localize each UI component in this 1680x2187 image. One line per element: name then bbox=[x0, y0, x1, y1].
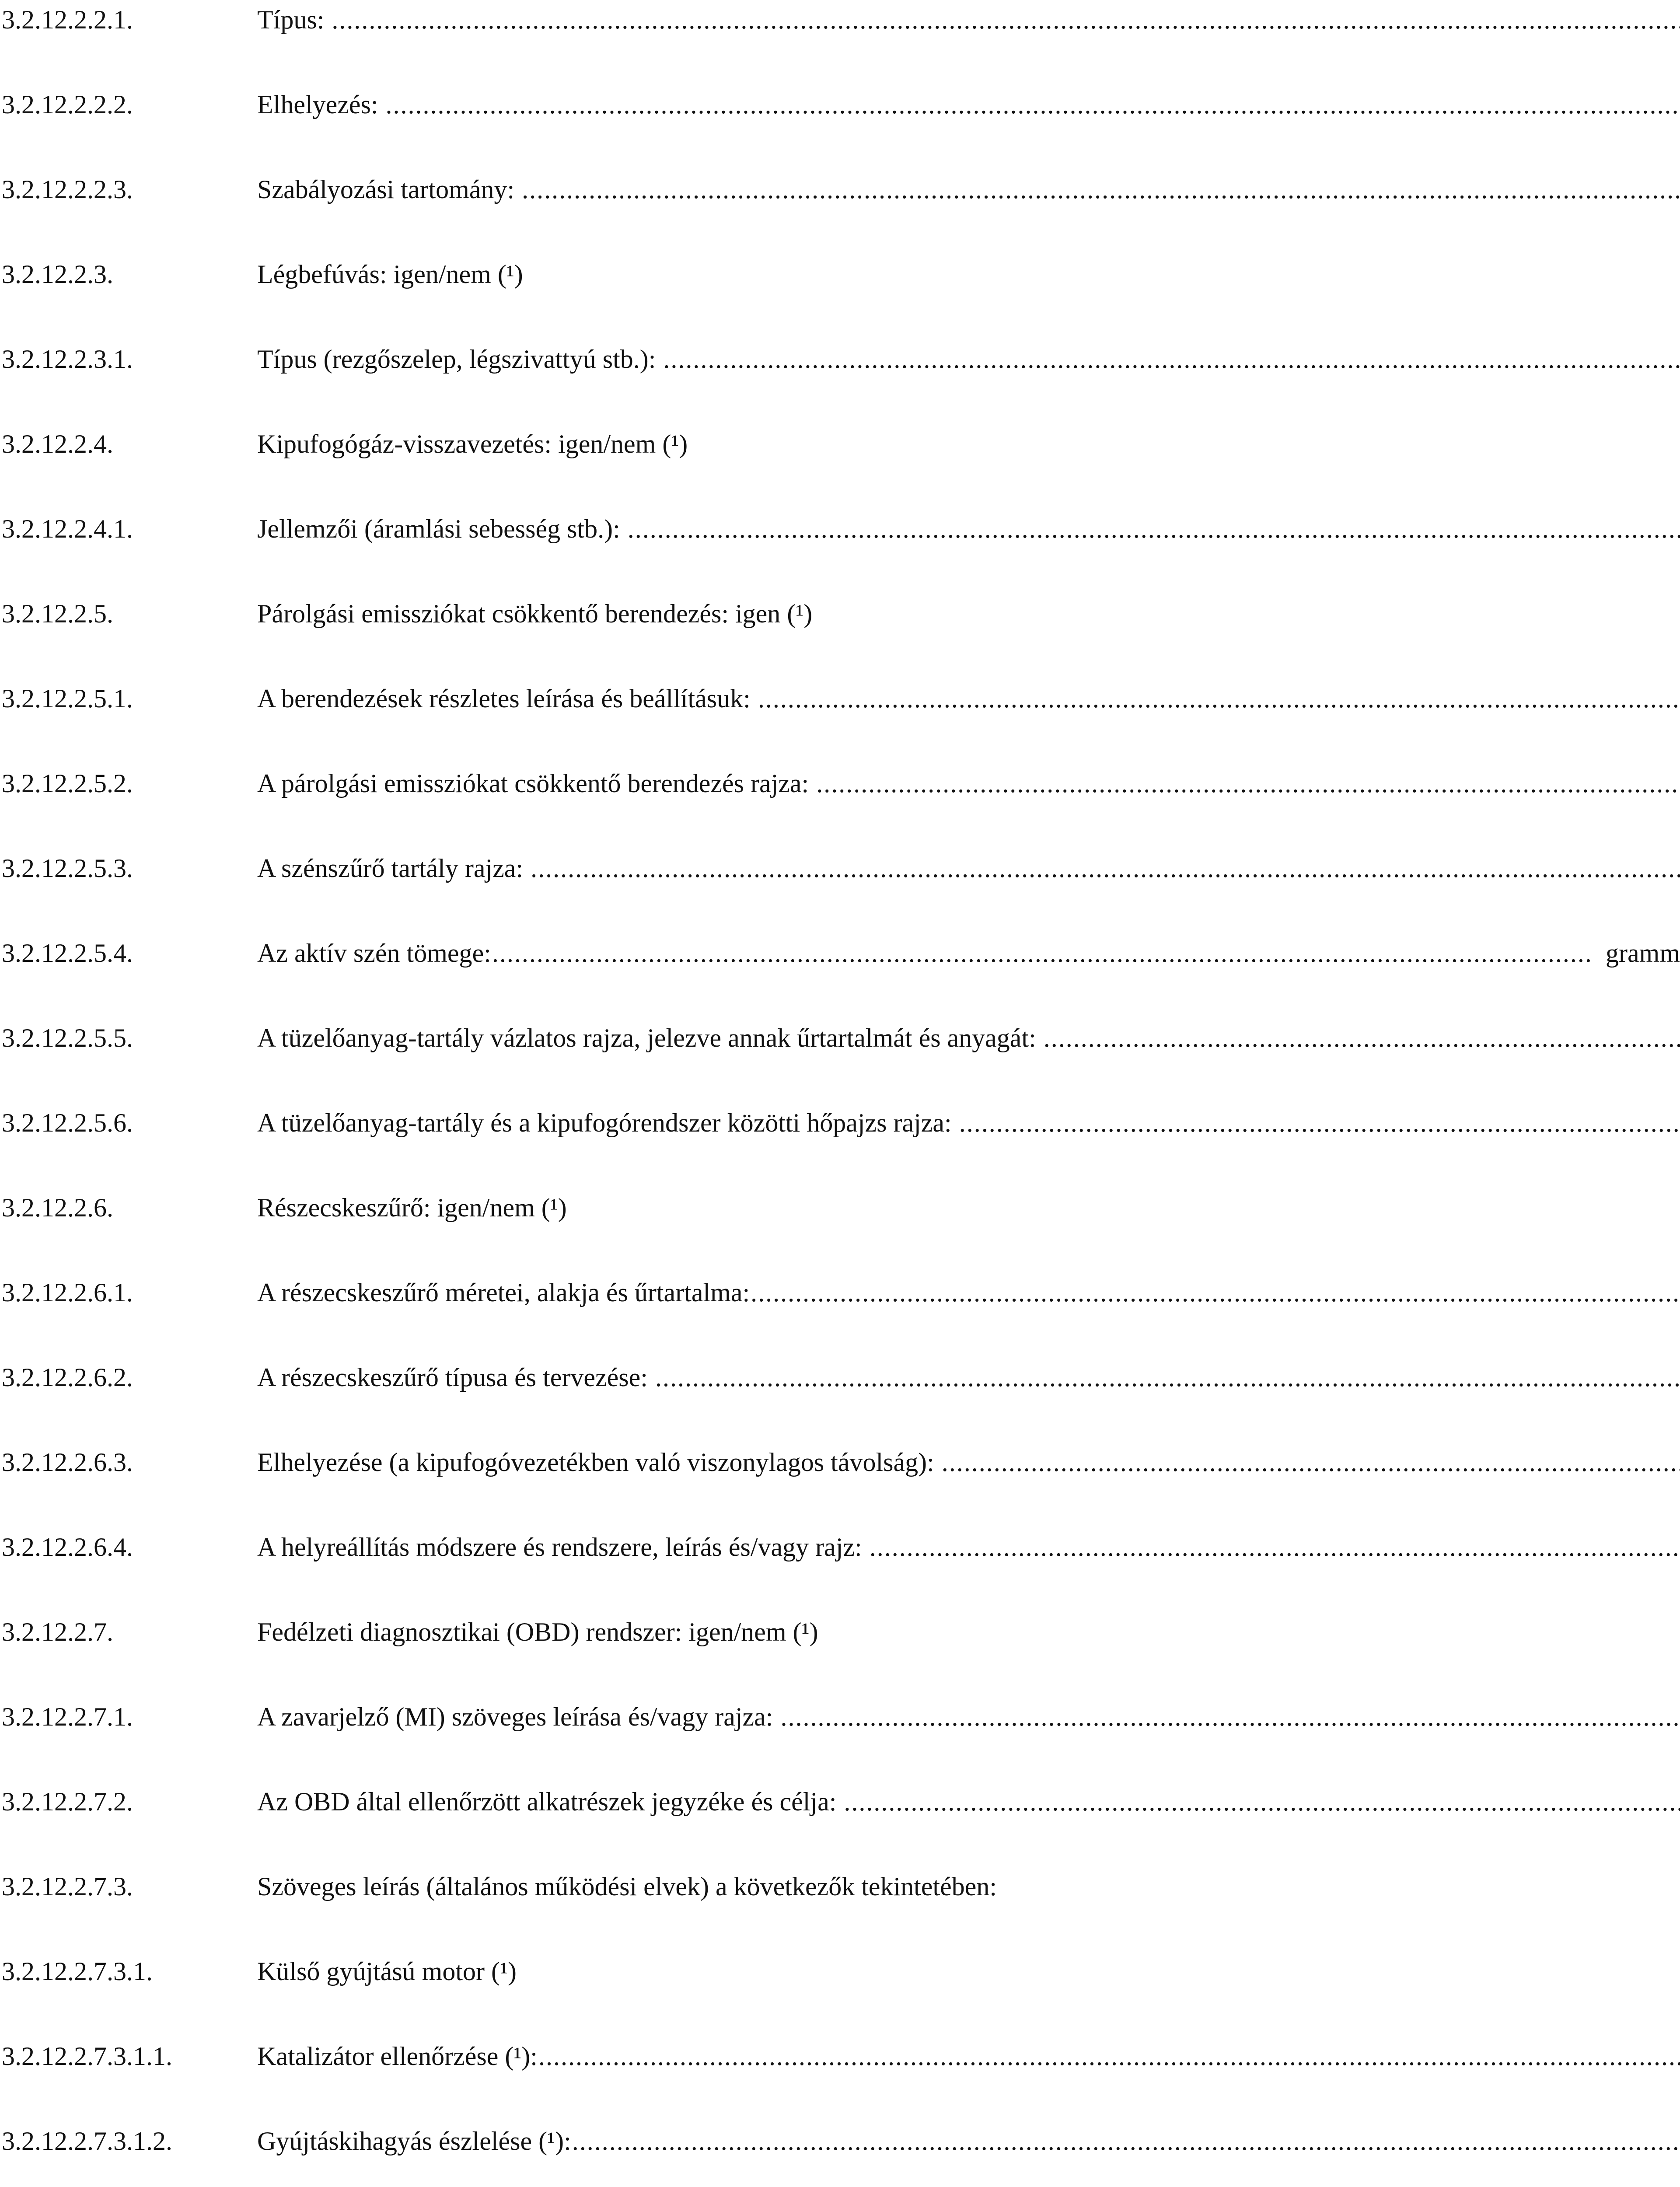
fill-in-dotted-line[interactable] bbox=[844, 1782, 1680, 1821]
field-body bbox=[257, 1952, 1680, 1991]
field-label: A zavarjelző (MI) szöveges leírása és/vagy rajza: bbox=[257, 1702, 780, 1731]
form-row bbox=[0, 764, 1680, 803]
field-label: Külső gyújtású motor (¹) bbox=[257, 1957, 517, 1986]
field-body bbox=[257, 85, 1680, 124]
form-row bbox=[0, 1527, 1680, 1567]
section-number: 3.2.12.2.4.1. bbox=[2, 514, 133, 543]
section-number: 3.2.12.2.2.2. bbox=[2, 90, 133, 119]
field-label: A részecskeszűrő típusa és tervezése: bbox=[257, 1363, 654, 1392]
field-label: Típus (rezgőszelep, légszivattyú stb.): bbox=[257, 345, 663, 374]
field-body bbox=[257, 1103, 1680, 1142]
form-row bbox=[0, 1273, 1680, 1312]
fill-in-dotted-line[interactable] bbox=[758, 679, 1680, 718]
fill-in-dotted-line[interactable] bbox=[780, 1697, 1680, 1736]
field-body bbox=[257, 1867, 1680, 1906]
section-number: 3.2.12.2.6.3. bbox=[2, 1448, 133, 1477]
fill-in-dotted-line[interactable] bbox=[538, 2037, 1680, 2076]
field-label: A helyreállítás módszere és rendszere, leírás és/vagy rajz: bbox=[257, 1533, 869, 1562]
section-number: 3.2.12.2.5.6. bbox=[2, 1108, 133, 1137]
form-row bbox=[0, 849, 1680, 888]
fill-in-dotted-line[interactable] bbox=[386, 85, 1680, 124]
field-label: Jellemzői (áramlási sebesség stb.): bbox=[257, 514, 627, 543]
field-body bbox=[257, 1527, 1680, 1567]
fill-in-dotted-line[interactable] bbox=[751, 1273, 1680, 1312]
section-number: 3.2.12.2.5.2. bbox=[2, 769, 133, 798]
field-label: Szöveges leírás (általános működési elvek) a következők tekintetében: bbox=[257, 1872, 997, 1901]
fill-in-dotted-line[interactable] bbox=[332, 0, 1680, 39]
field-body bbox=[257, 255, 1680, 294]
form-row bbox=[0, 679, 1680, 718]
field-label: A párolgási emissziókat csökkentő berendezés rajza: bbox=[257, 769, 816, 798]
section-number: 3.2.12.2.7. bbox=[2, 1618, 113, 1646]
form-row bbox=[0, 1697, 1680, 1736]
section-number: 3.2.12.2.7.2. bbox=[2, 1787, 133, 1816]
field-label: A berendezések részletes leírása és beállításuk: bbox=[257, 684, 757, 713]
field-body bbox=[257, 679, 1680, 718]
section-number: 3.2.12.2.5. bbox=[2, 599, 113, 628]
form-row bbox=[0, 1103, 1680, 1142]
section-number: 3.2.12.2.7.1. bbox=[2, 1702, 133, 1731]
form-row bbox=[0, 1443, 1680, 1482]
section-number: 3.2.12.2.5.5. bbox=[2, 1024, 133, 1052]
form-row bbox=[0, 339, 1680, 379]
form-row bbox=[0, 594, 1680, 633]
form-row bbox=[0, 170, 1680, 209]
field-body bbox=[257, 2037, 1680, 2076]
section-number: 3.2.12.2.3.1. bbox=[2, 345, 133, 374]
field-body bbox=[257, 1782, 1680, 1821]
fill-in-dotted-line[interactable] bbox=[531, 849, 1680, 888]
fill-in-dotted-line[interactable] bbox=[655, 1358, 1680, 1397]
section-number: 3.2.12.2.2.1. bbox=[2, 5, 133, 34]
field-label: Részecskeszűrő: igen/nem (¹) bbox=[257, 1193, 567, 1222]
form-row bbox=[0, 1867, 1680, 1906]
section-number: 3.2.12.2.6.2. bbox=[2, 1363, 133, 1392]
fill-in-dotted-line[interactable] bbox=[959, 1103, 1680, 1142]
field-label: Az aktív szén tömege: bbox=[257, 939, 491, 968]
form-row bbox=[0, 933, 1680, 973]
fill-in-dotted-line[interactable] bbox=[628, 509, 1680, 548]
section-number: 3.2.12.2.7.3. bbox=[2, 1872, 133, 1901]
field-body bbox=[257, 0, 1680, 39]
field-label: Fedélzeti diagnosztikai (OBD) rendszer: igen/nem (¹) bbox=[257, 1618, 818, 1646]
fill-in-dotted-line[interactable] bbox=[522, 170, 1680, 209]
field-body bbox=[257, 933, 1680, 973]
fill-in-dotted-line[interactable] bbox=[942, 1443, 1680, 1482]
section-number: 3.2.12.2.7.3.1. bbox=[2, 1957, 153, 1986]
field-body bbox=[257, 1018, 1680, 1058]
form-row bbox=[0, 1358, 1680, 1397]
field-body bbox=[257, 170, 1680, 209]
field-label: A tüzelőanyag-tartály és a kipufogórendszer közötti hőpajzs rajza: bbox=[257, 1108, 958, 1137]
form-row bbox=[0, 424, 1680, 464]
field-body bbox=[257, 1612, 1680, 1652]
field-body bbox=[257, 1188, 1680, 1227]
fill-in-dotted-line[interactable] bbox=[870, 1527, 1680, 1567]
fill-in-dotted-line[interactable] bbox=[816, 764, 1680, 803]
form-row bbox=[0, 2037, 1680, 2076]
form-row bbox=[0, 1612, 1680, 1652]
field-label: Katalizátor ellenőrzése (¹): bbox=[257, 2042, 538, 2071]
field-body bbox=[257, 764, 1680, 803]
form-row bbox=[0, 1018, 1680, 1058]
field-label: Elhelyezése (a kipufogóvezetékben való viszonylagos távolság): bbox=[257, 1448, 941, 1477]
field-body bbox=[257, 1443, 1680, 1482]
field-body bbox=[257, 2121, 1680, 2161]
section-number: 3.2.12.2.6.4. bbox=[2, 1533, 133, 1562]
field-label: Légbefúvás: igen/nem (¹) bbox=[257, 260, 523, 289]
field-label: Párolgási emissziókat csökkentő berendezés: igen (¹) bbox=[257, 599, 813, 628]
field-body bbox=[257, 424, 1680, 464]
section-number: 3.2.12.2.3. bbox=[2, 260, 113, 289]
field-label: Gyújtáskihagyás észlelése (¹): bbox=[257, 2127, 571, 2156]
section-number: 3.2.12.2.2.3. bbox=[2, 175, 133, 204]
field-body bbox=[257, 849, 1680, 888]
field-label: A szénszűrő tartály rajza: bbox=[257, 854, 530, 883]
field-body bbox=[257, 594, 1680, 633]
section-number: 3.2.12.2.7.3.1.1. bbox=[2, 2042, 172, 2071]
unit-label: gramm bbox=[1606, 939, 1680, 968]
form-row bbox=[0, 509, 1680, 548]
field-body bbox=[257, 1358, 1680, 1397]
form-row bbox=[0, 0, 1680, 39]
fill-in-dotted-line[interactable] bbox=[492, 933, 1594, 973]
fill-in-dotted-line[interactable] bbox=[572, 2121, 1680, 2161]
field-label: Kipufogógáz-visszavezetés: igen/nem (¹) bbox=[257, 430, 688, 458]
section-number: 3.2.12.2.6.1. bbox=[2, 1278, 133, 1307]
field-body bbox=[257, 509, 1680, 548]
field-body bbox=[257, 1273, 1680, 1312]
section-number: 3.2.12.2.5.1. bbox=[2, 684, 133, 713]
form-row bbox=[0, 1188, 1680, 1227]
fill-in-dotted-line[interactable] bbox=[1044, 1018, 1680, 1058]
field-label: Elhelyezés: bbox=[257, 90, 385, 119]
section-number: 3.2.12.2.5.3. bbox=[2, 854, 133, 883]
field-label: Szabályozási tartomány: bbox=[257, 175, 521, 204]
field-body bbox=[257, 1697, 1680, 1736]
field-body bbox=[257, 339, 1680, 379]
form-row bbox=[0, 2121, 1680, 2161]
form-row bbox=[0, 1782, 1680, 1821]
fill-in-dotted-line[interactable] bbox=[663, 339, 1680, 379]
form-row bbox=[0, 1952, 1680, 1991]
section-number: 3.2.12.2.7.3.1.2. bbox=[2, 2127, 172, 2156]
form-row bbox=[0, 85, 1680, 124]
field-label: Típus: bbox=[257, 5, 331, 34]
field-label: A tüzelőanyag-tartály vázlatos rajza, jelezve annak űrtartalmát és anyagát: bbox=[257, 1024, 1043, 1052]
section-number: 3.2.12.2.5.4. bbox=[2, 939, 133, 968]
field-label: Az OBD által ellenőrzött alkatrészek jegyzéke és célja: bbox=[257, 1787, 843, 1816]
field-label: A részecskeszűrő méretei, alakja és űrtartalma: bbox=[257, 1278, 750, 1307]
form-row bbox=[0, 255, 1680, 294]
section-number: 3.2.12.2.4. bbox=[2, 430, 113, 458]
section-number: 3.2.12.2.6. bbox=[2, 1193, 113, 1222]
